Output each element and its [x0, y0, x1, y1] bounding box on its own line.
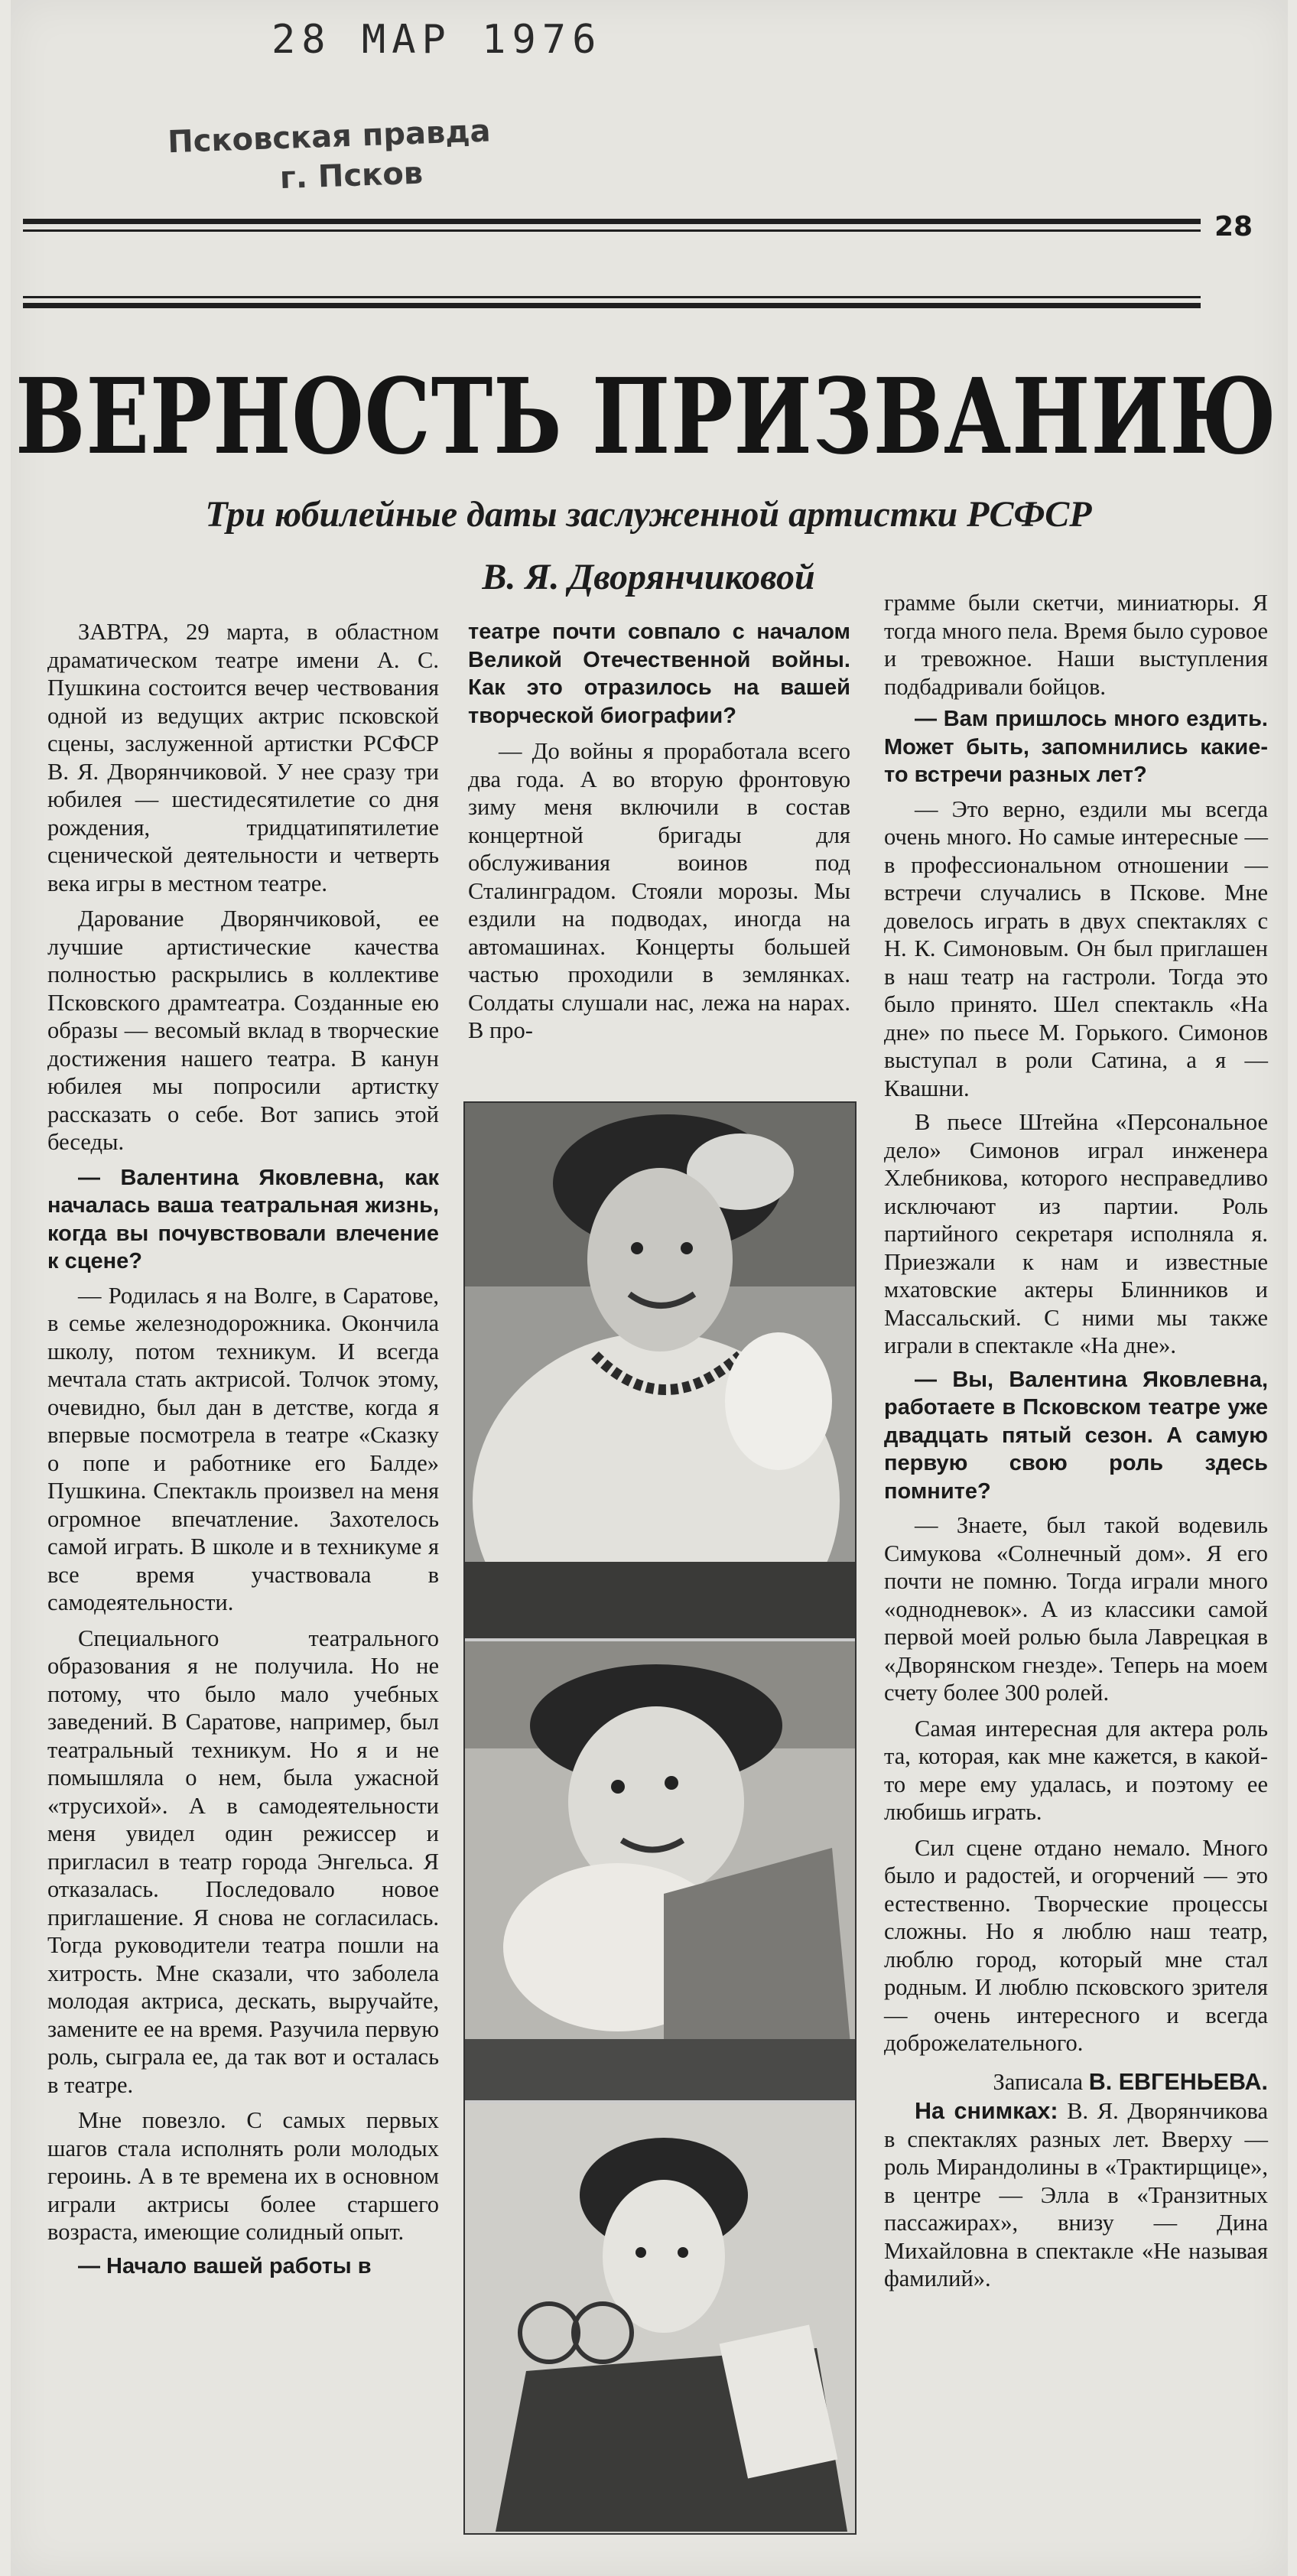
article-column-2: [468, 618, 850, 1045]
signature-prefix: Записала: [993, 2068, 1084, 2095]
paragraph: — Родилась я на Волге, в Саратове, в семье железнодорожника. Окончила школу, потом техникум. И всегда мечтала стать актрисой. Толчок этому, очевидно, был дан в детстве, когда я впервые посмотрела в театре «Сказку о попе и работнике его Балде» Пушкина. Спектакль произвел на меня огромное впечатление. Захотелось самой играть. В школе и в техникуме я все время участвовала в самодеятельности.: [47, 1282, 439, 1615]
paragraph: Самая интересная для актера роль та, которая, как мне кажется, в какой-то мере ему удалась, и поэтому ее любишь играть.: [884, 1715, 1268, 1825]
paragraph: — Знаете, был такой водевиль Симукова «Солнечный дом». Я его почти не помню. Тогда играли много «однодневок». А из классики самой первой моей ролью была Лаврецкая в «Дворянском гнезде». Теперь на моем счету более 300 ролей.: [884, 1512, 1268, 1706]
interview-question: — Начало вашей работы в: [78, 2253, 372, 2278]
newspaper-stamp: [167, 112, 528, 200]
paragraph: — Это верно, ездили мы всегда очень много. Но самые интересные — в профессиональном отношении — встречи случались в Пскове. Мне довелось играть в двух спектаклях с Н. К. Симоновым. Он был приглашен в наш театр на гастроли. Тогда это было принято. Шел спектакль «На дне» по пьесе М. Горького. Симонов выступал в роли Сатина, а я — Квашни.: [884, 795, 1268, 1101]
page-number: 28: [1214, 211, 1253, 242]
header-rule-thin: [23, 229, 1201, 232]
caption-text: В. Я. Дворянчикова в спектаклях разных лет. Вверху — роль Мирандолины в «Трактирщице», в центре — Элла в «Транзитных пассажирах», внизу — Дина Михайловна в спектакле «Не называя фамилий».: [884, 2098, 1268, 2291]
article-signature: [884, 2068, 1268, 2096]
photo-ella: [465, 1641, 855, 2100]
signature-name: В. ЕВГЕНЬЕВА.: [1088, 2068, 1268, 2095]
photo-column: [463, 1101, 857, 2535]
photo-mirandolina: [465, 1103, 855, 1638]
article-subtitle: Три юбилейные даты заслуженной артистки РСФСР: [205, 494, 1092, 535]
interview-question: — Вы, Валентина Яковлевна, работаете в Псковском театре уже двадцать пятый сезон. А самую первую свою роль здесь помните?: [884, 1367, 1268, 1504]
article-column-1: [47, 618, 439, 2280]
article-column-3: [884, 589, 1268, 2293]
photo-caption: [884, 2097, 1268, 2293]
newspaper-city: г. Псков: [279, 155, 424, 197]
top-rule-thick: [23, 303, 1201, 308]
paragraph: В пьесе Штейна «Персональное дело» Симонов играл инженера Хлебникова, которого несправедливо исключают из партии. Роль партийного секретаря исполняла я. Приезжали к нам и известные мхатовские актеры Блинников и Массальский. С ними мы также играли в спектакле «На дне».: [884, 1109, 1268, 1358]
paragraph: Сил сцене отдано немало. Много было и радостей, и огорчений — это естественно. Творческие процессы сложны. Но я люблю наш театр, люблю город, который мне стал родным. И люблю псковского зрителя — очень интересного и всегда доброжелательного.: [884, 1834, 1268, 2056]
caption-label: На снимках:: [915, 2098, 1058, 2124]
article-subtitle-name: В. Я. Дворянчиковой: [482, 557, 815, 597]
paragraph: грамме были скетчи, миниатюры. Я тогда много пела. Время было суровое и тревожное. Наши выступления подбадривали бойцов.: [884, 590, 1268, 700]
paragraph: ЗАВТРА, 29 марта, в областном драматическом театре имени А. С. Пушкина состоится вечер чествования одной из ведущих актрис псковской сцены, заслуженной артистки РСФСР В. Я. Дворянчиковой. У нее сразу три юбилея — шестидесятилетие со дня рождения, тридцатипятилетие сценической деятельности и четверть века игры в местном театре.: [47, 619, 439, 896]
top-rule-thin: [23, 296, 1201, 298]
newspaper-name: Псковская правда: [167, 113, 492, 161]
paragraph: Специального театрального образования я не получила. Но не потому, что было мало учебных заведений. В Саратове, например, был театральный техникум. Но я и не помышляла о нем, была ужасной «трусихой». А в самодеятельности меня увидел один режиссер и пригласил в театр города Энгельса. Я отказалась. Последовало новое приглашение. Я снова не согласилась. Тогда руководители театра пошли на хитрость. Мне сказали, что заболела молодая актриса, дескать, выручайте, замените ее на время. Разучила первую роль, сыграла ее, да так вот и осталась в театре.: [47, 1625, 439, 2098]
interview-question: — Валентина Яковлевна, как началась ваша театральная жизнь, когда вы почувствовали влечение к сцене?: [47, 1165, 439, 1273]
paragraph: Дарование Дворянчиковой, ее лучшие артистические качества полностью раскрылись в коллективе Псковского драмтеатра. Созданные ею образы — весомый вклад в творческие достижения нашего театра. В канун юбилея мы попросили артистку рассказать о себе. Вот запись этой беседы.: [47, 906, 439, 1155]
article-headline: ВЕРНОСТЬ ПРИЗВАНИЮ: [15, 356, 1277, 478]
interview-question: театре почти совпало с началом Великой Отечественной войны. Как это отразилось на вашей творческой биографии?: [468, 620, 850, 728]
interview-question: — Вам пришлось много ездить. Может быть, запомнились какие-то встречи разных лет?: [884, 707, 1268, 787]
paragraph: Мне повезло. С самых первых шагов стала исполнять роли молодых героинь. А в те времена их в основном играли актрисы более старшего возраста, имеющие солидный опыт.: [47, 2107, 439, 2245]
header-rule-thick: [23, 219, 1201, 224]
date-stamp: 28 МАР 1976: [271, 17, 603, 63]
paragraph: — До войны я проработала всего два года. А во вторую фронтовую зиму меня включили в состав концертной бригады для обслуживания воинов под Сталинградом. Стояли морозы. Мы ездили на подводах, иногда на автомашинах. Концерты большей частью проходили в землянках. Солдаты слушали нас, лежа на нарах. В про-: [468, 738, 850, 1043]
photo-dina: [465, 2103, 855, 2533]
